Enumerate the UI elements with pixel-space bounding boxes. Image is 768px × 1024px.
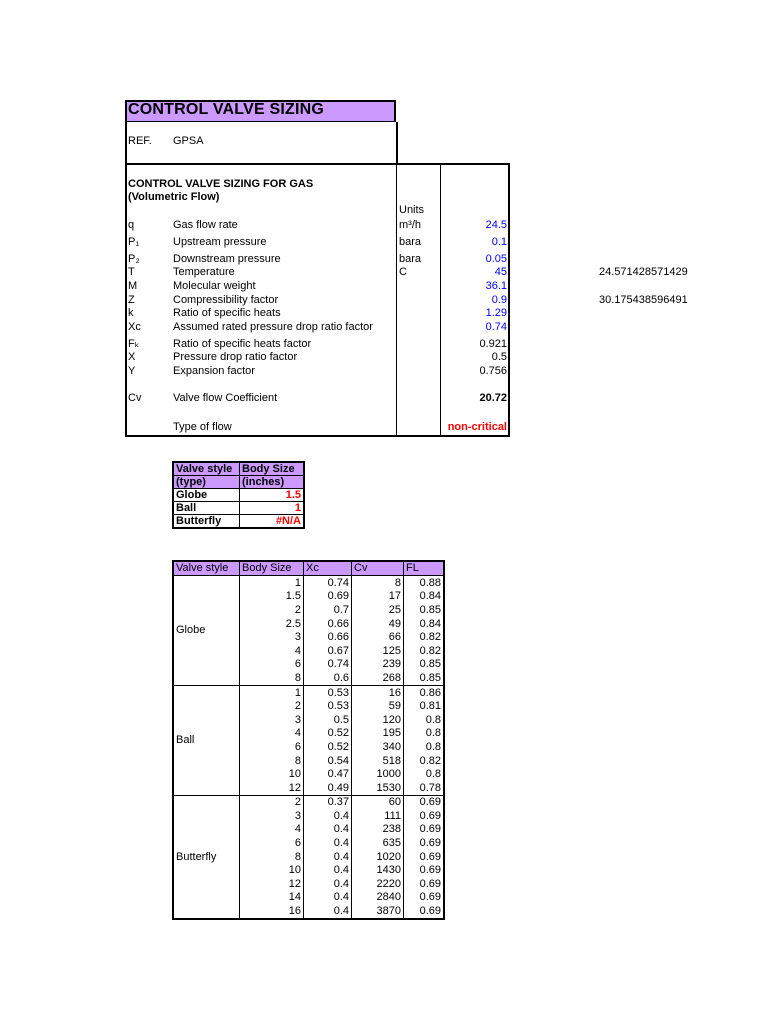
- fl-cell: 0.82: [404, 754, 445, 768]
- xc-cell: 0.69: [304, 590, 352, 604]
- fl-cell: 0.8: [404, 740, 445, 754]
- param-symbol: T: [128, 266, 135, 278]
- xc-cell: 0.4: [304, 809, 352, 823]
- param-symbol: P₂: [128, 253, 140, 265]
- valve-style-table: [172, 461, 305, 529]
- param-symbol: M: [128, 280, 138, 292]
- table-row: [173, 502, 304, 515]
- param-description: Molecular weight: [173, 280, 256, 292]
- param-symbol: P₁: [128, 236, 140, 248]
- cv-cell: 25: [352, 603, 404, 617]
- xc-cell: 0.7: [304, 603, 352, 617]
- fl-cell: 0.69: [404, 877, 445, 891]
- xc-cell: 0.5: [304, 713, 352, 727]
- body-size-cell: 8: [240, 671, 304, 685]
- cv-cell: 1020: [352, 850, 404, 864]
- body-size-cell: 1.5: [240, 590, 304, 604]
- cv-cell: 16: [352, 685, 404, 699]
- body-size-cell: 1: [240, 576, 304, 590]
- header-cell: Cv: [352, 561, 404, 576]
- body-size-cell: 10: [240, 767, 304, 781]
- fl-cell: 0.69: [404, 850, 445, 864]
- cv-cell: 49: [352, 617, 404, 631]
- fl-cell: 0.69: [404, 891, 445, 905]
- param-symbol: Y: [128, 365, 136, 377]
- fl-cell: 0.85: [404, 671, 445, 685]
- param-description: Pressure drop ratio factor: [173, 351, 298, 363]
- body-size-cell: 14: [240, 891, 304, 905]
- cv-cell: 1530: [352, 781, 404, 795]
- fl-cell: 0.84: [404, 590, 445, 604]
- body-size-cell: 12: [240, 781, 304, 795]
- param-symbol: X: [128, 351, 136, 363]
- body-size-cell: 2: [240, 795, 304, 809]
- param-description: Upstream pressure: [173, 236, 267, 248]
- cv-cell: 518: [352, 754, 404, 768]
- fl-cell: 0.82: [404, 630, 445, 644]
- fl-cell: 0.88: [404, 576, 445, 590]
- xc-cell: 0.66: [304, 617, 352, 631]
- xc-cell: 0.47: [304, 767, 352, 781]
- fl-cell: 0.69: [404, 823, 445, 837]
- fl-cell: 0.69: [404, 836, 445, 850]
- header-cell: (type): [173, 476, 240, 489]
- xc-cell: 0.66: [304, 630, 352, 644]
- cv-description: Valve flow Coefficient: [173, 392, 278, 404]
- cv-cell: 66: [352, 630, 404, 644]
- param-description: Temperature: [173, 266, 235, 278]
- param-value: 1.29: [485, 307, 507, 319]
- param-value: 24.5: [485, 219, 507, 231]
- ref-frame: [125, 122, 398, 164]
- param-value: 0.05: [485, 253, 507, 265]
- xc-cell: 0.74: [304, 658, 352, 672]
- body-size-cell: 1: [240, 685, 304, 699]
- body-size-cell: 4: [240, 644, 304, 658]
- fl-cell: 0.69: [404, 904, 445, 919]
- units-divider: [396, 163, 397, 437]
- header-cell: (inches): [240, 476, 305, 489]
- cv-cell: 2840: [352, 891, 404, 905]
- fl-cell: 0.85: [404, 603, 445, 617]
- cv-cell: 1430: [352, 863, 404, 877]
- xc-cell: 0.37: [304, 795, 352, 809]
- param-value: 0.756: [479, 365, 507, 377]
- body-size-cell: 12: [240, 877, 304, 891]
- header-cell: FL: [404, 561, 445, 576]
- section-subtitle: (Volumetric Flow): [128, 191, 220, 203]
- header-cell: Valve style: [173, 462, 240, 476]
- body-size-cell: 3: [240, 630, 304, 644]
- param-value: 0.1: [491, 236, 507, 248]
- fl-cell: 0.84: [404, 617, 445, 631]
- body-size-cell: 8: [240, 754, 304, 768]
- body-size-cell: 2.5: [240, 617, 304, 631]
- param-description: Downstream pressure: [173, 253, 281, 265]
- cv-cell: 2220: [352, 877, 404, 891]
- cv-symbol: Cv: [128, 392, 142, 404]
- table-row: [173, 795, 444, 809]
- cv-cell: 1000: [352, 767, 404, 781]
- param-symbol: Xc: [128, 321, 141, 333]
- param-description: Gas flow rate: [173, 219, 238, 231]
- param-description: Assumed rated pressure drop ratio factor: [173, 321, 373, 333]
- cv-cell: 239: [352, 658, 404, 672]
- valve-style-cell: Ball: [173, 685, 240, 795]
- param-symbol: Z: [128, 294, 135, 306]
- xc-cell: 0.53: [304, 699, 352, 713]
- param-unit: m³/h: [399, 219, 421, 231]
- xc-cell: 0.67: [304, 644, 352, 658]
- cv-cell: 8: [352, 576, 404, 590]
- valve-style-cell: Globe: [173, 576, 240, 686]
- param-symbol: Fₖ: [128, 338, 140, 350]
- table-row: [173, 515, 304, 529]
- header-cell: Body Size: [240, 462, 305, 476]
- xc-cell: 0.53: [304, 685, 352, 699]
- style-cell: Ball: [173, 502, 240, 515]
- fl-cell: 0.81: [404, 699, 445, 713]
- param-value: 45: [494, 266, 507, 278]
- body-size-cell: 3: [240, 809, 304, 823]
- cv-cell: 17: [352, 590, 404, 604]
- style-cell: Globe: [173, 489, 240, 502]
- fl-cell: 0.78: [404, 781, 445, 795]
- xc-cell: 0.4: [304, 891, 352, 905]
- body-size-cell: 6: [240, 658, 304, 672]
- xc-cell: 0.6: [304, 671, 352, 685]
- param-value: 36.1: [485, 280, 507, 292]
- size-cell: 1.5: [240, 489, 305, 502]
- body-size-cell: 2: [240, 603, 304, 617]
- xc-cell: 0.54: [304, 754, 352, 768]
- param-value: 0.921: [479, 338, 507, 350]
- side-value-1: 24.571428571429: [599, 266, 688, 278]
- xc-cell: 0.4: [304, 850, 352, 864]
- param-description: Expansion factor: [173, 365, 255, 377]
- body-size-cell: 2: [240, 699, 304, 713]
- side-value-2: 30.175438596491: [599, 294, 688, 306]
- param-unit: bara: [399, 253, 422, 265]
- valve-size-table: [172, 560, 445, 920]
- body-size-cell: 4: [240, 727, 304, 741]
- fl-cell: 0.8: [404, 727, 445, 741]
- xc-cell: 0.4: [304, 863, 352, 877]
- cv-cell: 195: [352, 727, 404, 741]
- style-cell: Butterfly: [173, 515, 240, 529]
- param-description: Ratio of specific heats factor: [173, 338, 312, 350]
- flow-type-label: Type of flow: [173, 421, 232, 433]
- size-table-header: [173, 561, 444, 576]
- param-description: Compressibility factor: [173, 294, 279, 306]
- cv-cell: 120: [352, 713, 404, 727]
- xc-cell: 0.4: [304, 823, 352, 837]
- fl-cell: 0.82: [404, 644, 445, 658]
- ref-value: GPSA: [173, 135, 204, 147]
- body-size-cell: 10: [240, 863, 304, 877]
- header-cell: Xc: [304, 561, 352, 576]
- header-cell: Body Size: [240, 561, 304, 576]
- param-unit: C: [399, 266, 407, 278]
- body-size-cell: 8: [240, 850, 304, 864]
- cv-value: 20.72: [479, 392, 507, 404]
- body-size-cell: 6: [240, 740, 304, 754]
- body-size-cell: 6: [240, 836, 304, 850]
- cv-cell: 59: [352, 699, 404, 713]
- cv-cell: 60: [352, 795, 404, 809]
- table-row: [173, 685, 444, 699]
- fl-cell: 0.86: [404, 685, 445, 699]
- style-table-header: [173, 462, 304, 476]
- body-size-cell: 16: [240, 904, 304, 919]
- cv-cell: 125: [352, 644, 404, 658]
- cv-cell: 3870: [352, 904, 404, 919]
- param-symbol: q: [128, 219, 135, 231]
- table-row: [173, 576, 444, 590]
- param-symbol: k: [128, 307, 134, 319]
- xc-cell: 0.74: [304, 576, 352, 590]
- xc-cell: 0.4: [304, 904, 352, 919]
- param-description: Ratio of specific heats: [173, 307, 281, 319]
- body-size-cell: 4: [240, 823, 304, 837]
- xc-cell: 0.52: [304, 740, 352, 754]
- cv-cell: 268: [352, 671, 404, 685]
- cv-cell: 340: [352, 740, 404, 754]
- size-cell: #N/A: [240, 515, 305, 529]
- param-value: 0.74: [485, 321, 507, 333]
- page-title: CONTROL VALVE SIZING: [128, 101, 325, 118]
- table-row: [173, 489, 304, 502]
- units-header: Units: [399, 204, 425, 216]
- fl-cell: 0.69: [404, 795, 445, 809]
- style-table-header: [173, 476, 304, 489]
- fl-cell: 0.85: [404, 658, 445, 672]
- header-cell: Valve style: [173, 561, 240, 576]
- fl-cell: 0.8: [404, 767, 445, 781]
- xc-cell: 0.49: [304, 781, 352, 795]
- ref-label: REF.: [128, 135, 152, 147]
- fl-cell: 0.69: [404, 863, 445, 877]
- param-unit: bara: [399, 236, 422, 248]
- cv-cell: 238: [352, 823, 404, 837]
- cv-cell: 111: [352, 809, 404, 823]
- xc-cell: 0.4: [304, 836, 352, 850]
- flow-type-value: non-critical: [447, 421, 507, 433]
- size-cell: 1: [240, 502, 305, 515]
- param-value: 0.5: [491, 351, 507, 363]
- section-title: CONTROL VALVE SIZING FOR GAS: [128, 178, 314, 190]
- fl-cell: 0.69: [404, 809, 445, 823]
- xc-cell: 0.52: [304, 727, 352, 741]
- param-value: 0.9: [491, 294, 507, 306]
- fl-cell: 0.8: [404, 713, 445, 727]
- valve-style-cell: Butterfly: [173, 795, 240, 919]
- cv-cell: 635: [352, 836, 404, 850]
- xc-cell: 0.4: [304, 877, 352, 891]
- body-size-cell: 3: [240, 713, 304, 727]
